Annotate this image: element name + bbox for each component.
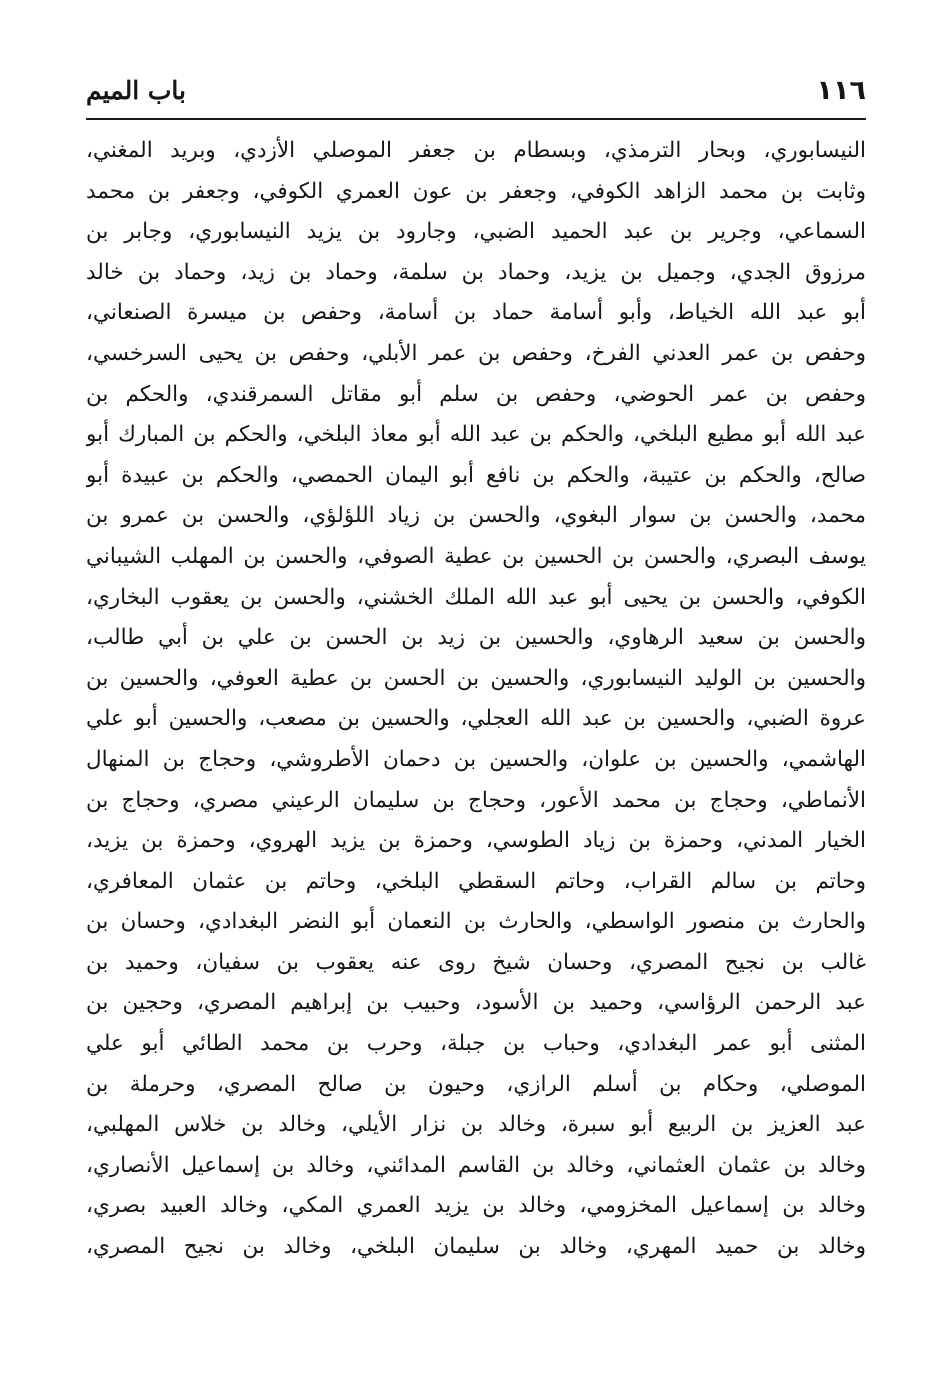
text-line: الخيار المدني، وحمزة بن زياد الطوسي، وحمزة بن يزيد الهروي، وحمزة بن يزيد، [86, 828, 866, 854]
text-line: عروة الضبي، والحسين بن عبد الله العجلي، والحسين بن مصعب، والحسين أبو علي [86, 706, 866, 732]
text-line: والحارث بن منصور الواسطي، والحارث بن النعمان أبو النضر البغدادي، وحسان بن [86, 909, 866, 935]
text-line: والحسن بن سعيد الرهاوي، والحسين بن زيد بن الحسن بن علي بن أبي طالب، [86, 625, 866, 651]
text-line: عبد الرحمن الرؤاسي، وحميد بن الأسود، وحبيب بن إبراهيم المصري، وحجين بن [86, 990, 866, 1016]
chapter-title: باب الميم [86, 76, 187, 105]
text-line: غالب بن نجيح المصري، وحسان شيخ روى عنه يعقوب بن سفيان، وحميد بن [86, 949, 866, 975]
text-line: صالح، والحكم بن عتيبة، والحكم بن نافع أبو اليمان الحمصي، والحكم بن عبيدة أبو [86, 462, 866, 488]
text-line: الكوفي، والحسن بن يحيى أبو عبد الله الملك الخشني، والحسن بن يعقوب البخاري، [86, 584, 866, 610]
text-line: عبد الله أبو مطيع البلخي، والحكم بن عبد الله أبو معاذ البلخي، والحكم بن المبارك أبو [86, 422, 866, 448]
page-header [86, 72, 866, 112]
text-line: النيسابوري، وبحار الترمذي، وبسطام بن جعفر الموصلي الأزدي، وبريد المغني، [86, 138, 866, 163]
text-line: مرزوق الجدي، وجميل بن يزيد، وحماد بن سلمة، وحماد بن زيد، وحماد بن خالد [86, 259, 866, 285]
text-line: وحفص بن عمر الحوضي، وحفص بن سلم أبو مقاتل السمرقندي، والحكم بن [86, 381, 866, 407]
text-line: الهاشمي، والحسين بن علوان، والحسين بن دحمان الأطروشي، وحجاج بن المنهال [86, 746, 866, 772]
text-line: وخالد بن حميد المهري، وخالد بن سليمان البلخي، وخالد بن نجيح المصري، [86, 1234, 866, 1260]
text-line: يوسف البصري، والحسن بن الحسين بن عطية الصوفي، والحسن بن المهلب الشيباني [86, 543, 866, 569]
text-line: وخالد بن عثمان العثماني، وخالد بن القاسم المدائني، وخالد بن إسماعيل الأنصاري، [86, 1152, 866, 1178]
header-divider [86, 118, 866, 120]
text-line: السماعي، وجرير بن عبد الحميد الضبي، وجارود بن يزيد النيسابوري، وجابر بن [86, 219, 866, 245]
text-line: محمد، والحسن بن سوار البغوي، والحسن بن زياد اللؤلؤي، والحسن بن عمرو بن [86, 503, 866, 529]
text-line: عبد العزيز بن الربيع أبو سبرة، وخالد بن نزار الأيلي، وخالد بن خلاس المهلبي، [86, 1112, 866, 1138]
text-line: والحسين بن الوليد النيسابوري، والحسين بن الحسن بن عطية العوفي، والحسين بن [86, 665, 866, 691]
text-line: وحفص بن عمر العدني الفرخ، وحفص بن عمر الأبلي، وحفص بن يحيى السرخسي، [86, 340, 866, 366]
text-line: وحاتم بن سالم القراب، وحاتم السقطي البلخي، وحاتم بن عثمان المعافري، [86, 868, 866, 894]
text-line: أبو عبد الله الخياط، وأبو أسامة حماد بن أسامة، وحفص بن ميسرة الصنعاني، [86, 300, 866, 326]
text-line: المثنى أبو عمر البغدادي، وحباب بن جبلة، وحرب بن محمد الطائي أبو علي [86, 1031, 866, 1057]
page-number: ١١٦ [816, 75, 866, 106]
text-line: الموصلي، وحكام بن أسلم الرازي، وحيون بن صالح المصري، وحرملة بن [86, 1071, 866, 1097]
text-line: الأنماطي، وحجاج بن محمد الأعور، وحجاج بن سليمان الرعيني مصري، وحجاج بن [86, 787, 866, 813]
text-line: وخالد بن إسماعيل المخزومي، وخالد بن يزيد العمري المكي، وخالد العبيد بصري، [86, 1193, 866, 1219]
text-line: وثابت بن محمد الزاهد الكوفي، وجعفر بن عون العمري الكوفي، وجعفر بن محمد [86, 178, 866, 204]
body-text [86, 131, 866, 1268]
